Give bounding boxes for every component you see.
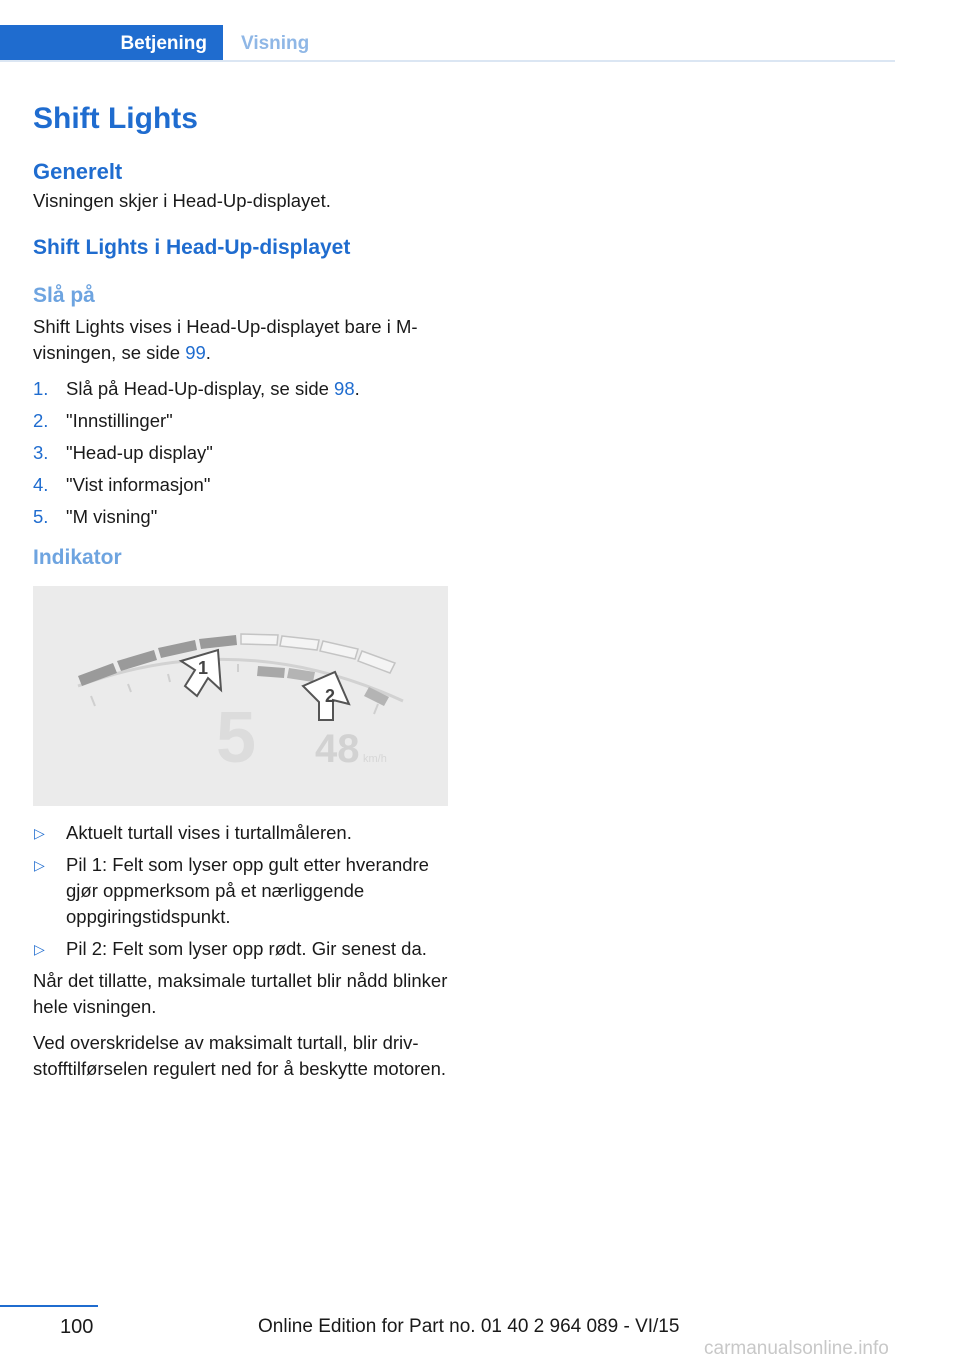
step-text: "Head-up display" [66,442,213,463]
page-title: Shift Lights [33,102,198,135]
step-number: 5. [33,506,49,527]
page-link-98[interactable]: 98 [334,378,355,399]
on-text-body: Shift Lights vises i Head-Up-displayet bare i M-visningen, se side [33,316,418,363]
heading-sla-pa: Slå på [33,284,95,307]
list-item [33,936,448,962]
bullet-triangle-icon: ▷ [34,941,45,957]
step-text: "Innstillinger" [66,410,173,431]
edition-text: Online Edition for Part no. 01 40 2 964 089 - VI/15 [258,1316,680,1337]
step-text: "M visning" [66,506,158,527]
footer-rule [0,1305,98,1307]
paragraph-overspeed: Ved overskridelse av maksimalt turtall, blir drivstofftilførselen regulert ned for å beskytte motoren. [33,1032,447,1079]
page-header [0,25,895,61]
page-link-99[interactable]: 99 [185,342,206,363]
heading-indikator: Indikator [33,546,122,569]
main-content [33,100,448,1082]
steps-list [33,376,448,530]
on-text-end: . [205,342,211,363]
shift-lights-illustration [33,586,448,806]
page-number: 100 [60,1316,94,1338]
list-item [33,820,448,846]
on-text [33,314,448,366]
arrow-1-callout [181,650,221,696]
step-text: "Vist informasjon" [66,474,211,495]
step-number: 3. [33,442,49,463]
heading-hud: Shift Lights i Head-Up-displayet [33,236,351,259]
arrow-2-label: 2 [325,686,336,706]
list-item [33,472,448,498]
list-item [33,504,448,530]
bullet-text: Pil 1: Felt som lyser opp gult etter hverandre gjør oppmerksom på et nærliggende oppgiringstidspunkt. [66,854,429,927]
arrow-1-label: 1 [198,658,209,678]
list-item [33,376,448,402]
list-item [33,852,448,930]
list-item [33,440,448,466]
gear-indicator: 5 [216,698,257,778]
step-number: 4. [33,474,49,495]
step-text: Slå på Head-Up-display, se side [66,378,335,399]
tab-visning[interactable]: Visning [241,33,310,54]
watermark: carmanualsonline.info [704,1338,889,1359]
speed-unit: km/h [363,753,387,765]
step-number: 2. [33,410,49,431]
heading-generelt: Generelt [33,159,123,184]
step-number: 1. [33,378,49,399]
bullet-triangle-icon: ▷ [34,825,45,841]
header-rule [0,60,895,62]
bullet-text: Pil 2: Felt som lyser opp rødt. Gir senest da. [66,938,427,959]
step-text-end: . [354,378,360,399]
list-item [33,408,448,434]
speed-readout: 48 [315,727,360,771]
paragraph-max-rpm: Når det tillatte, maksimale turtallet blir nådd blinker hele visningen. [33,970,448,1017]
bullet-triangle-icon: ▷ [34,857,45,873]
general-text: Visningen skjer i Head-Up-displayet. [33,190,331,211]
shift-lights-figure [33,586,448,806]
indicator-bullets [33,820,448,962]
tab-betjening[interactable]: Betjening [0,25,223,62]
bullet-text: Aktuelt turtall vises i turtallmåleren. [66,822,352,843]
